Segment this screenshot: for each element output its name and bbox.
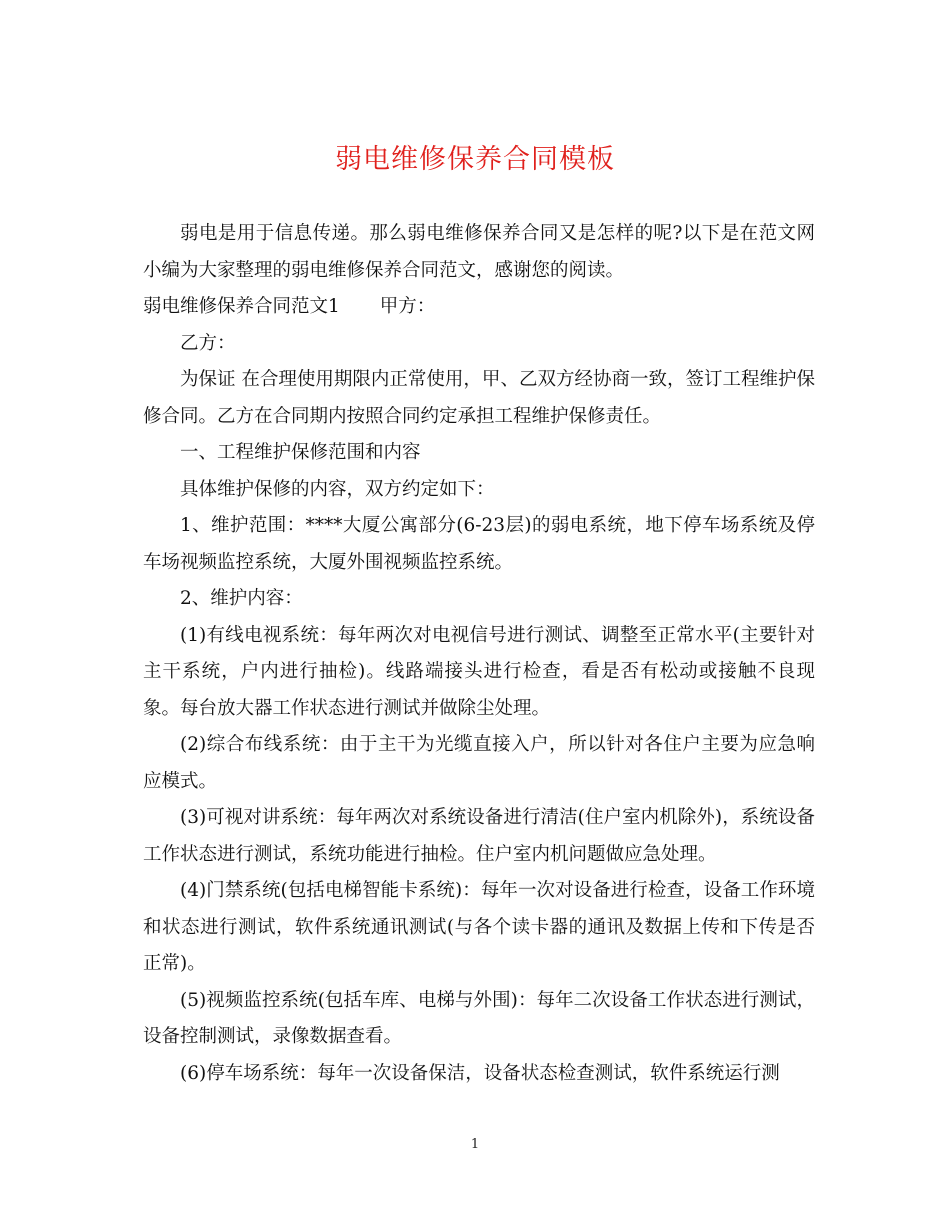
purpose-paragraph: 为保证 在合理使用期限内正常使用，甲、乙双方经协商一致，签订工程维护保修合同。乙方在合同期内按照合同约定承担工程维护保修责任。 xyxy=(143,369,815,427)
sample-heading: 弱电维修保养合同范文1 xyxy=(143,296,340,317)
document-body xyxy=(143,216,815,1092)
item-access-control: (4)门禁系统(包括电梯智能卡系统)：每年一次对设备进行检查，设备工作环境和状态进行测试，软件系统通讯测试(与各个读卡器的通讯及数据上传和下传是否正常)。 xyxy=(143,880,815,974)
content-heading: 2、维护内容： xyxy=(180,588,303,609)
page-number: 1 xyxy=(470,1137,480,1152)
intro-paragraph: 弱电是用于信息传递。那么弱电维修保养合同又是怎样的呢?以下是在范文网小编为大家整理的弱电维修保养合同范文，感谢您的阅读。 xyxy=(143,223,815,281)
item-cabling: (2)综合布线系统：由于主干为光缆直接入户，所以针对各住户主要为应急响应模式。 xyxy=(143,734,815,792)
section1-lead: 具体维护保修的内容，双方约定如下： xyxy=(180,478,495,500)
party-b-label: 乙方： xyxy=(180,332,236,354)
item-cable-tv: (1)有线电视系统：每年两次对电视信号进行测试、调整至正常水平(主要针对主干系统，户内进行抽检)。线路端接头进行检查，看是否有松动或接触不良现象。每台放大器工作状态进行测试并做除尘处理。 xyxy=(143,624,815,719)
item-parking: (6)停车场系统：每年一次设备保洁，设备状态检查测试，软件系统运行测 xyxy=(180,1062,780,1084)
party-a-label: 甲方： xyxy=(379,296,436,317)
item-video-surveillance: (5)视频监控系统(包括车库、电梯与外围)：每年二次设备工作状态进行测试，设备控制测试，录像数据查看。 xyxy=(143,989,815,1047)
section1-heading: 一、工程维护保修范围和内容 xyxy=(180,442,421,463)
document-title: 弱电维修保养合同模板 xyxy=(335,144,615,175)
sample-heading-line xyxy=(143,289,815,326)
scope-paragraph: 1、维护范围：****大厦公寓部分(6-23层)的弱电系统，地下停车场系统及停车场视频监控系统，大厦外围视频监控系统。 xyxy=(143,515,815,573)
item-intercom: (3)可视对讲系统：每年两次对系统设备进行清洁(住户室内机除外)，系统设备工作状态进行测试，系统功能进行抽检。住户室内机问题做应急处理。 xyxy=(143,807,815,865)
